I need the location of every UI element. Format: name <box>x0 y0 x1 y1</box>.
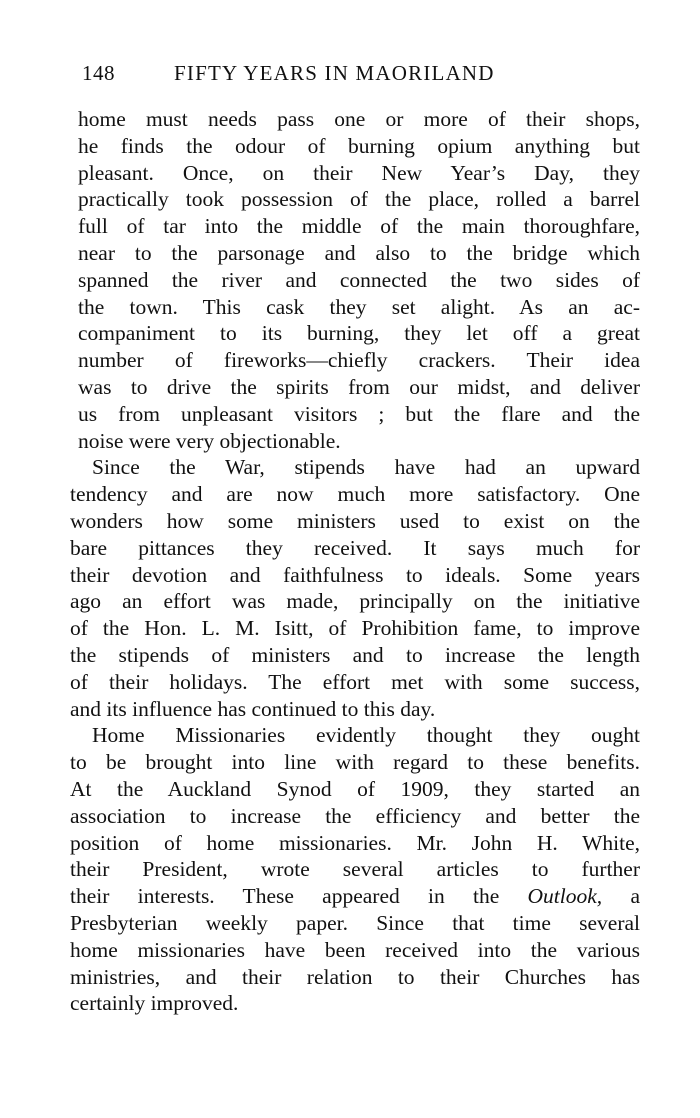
text-line: spanned the river and connected the two sides of <box>78 267 640 292</box>
text-line: the stipends of ministers and to increase the length <box>70 642 640 667</box>
text-line: Home Missionaries evidently thought they ought <box>92 723 640 748</box>
text-line: he finds the odour of burning opium anything but <box>78 133 640 158</box>
text-line: wonders how some ministers used to exist on the <box>70 508 640 533</box>
text-line: their devotion and faithfulness to ideals. Some years <box>70 562 640 587</box>
text-line: full of tar into the middle of the main thoroughfare, <box>78 214 640 239</box>
text-line: ministries, and their relation to their Churches has <box>70 964 640 989</box>
text-line: home missionaries have been received into the various <box>70 937 640 962</box>
text-line: to be brought into line with regard to these benefits. <box>70 750 640 775</box>
text-line: noise were very objectionable. <box>78 428 341 453</box>
text-segment: their interests. These appeared in the <box>70 884 528 909</box>
text-line: was to drive the spirits from our midst, and deliver <box>78 374 640 399</box>
text-line: ago an effort was made, principally on the initiative <box>70 589 640 614</box>
text-line: near to the parsonage and also to the bridge which <box>78 240 640 265</box>
text-line: pleasant. Once, on their New Year’s Day, they <box>78 160 640 185</box>
text-line: their President, wrote several articles to further <box>70 857 640 882</box>
text-line: Presbyterian weekly paper. Since that time several <box>70 910 640 935</box>
text-line: certainly improved. <box>70 991 239 1016</box>
paragraph-3 <box>70 722 640 1017</box>
page-header <box>82 56 642 90</box>
text-line: bare pittances they received. It says much for <box>70 535 640 560</box>
text-line: association to increase the efficiency and better the <box>70 803 640 828</box>
text-line: tendency and are now much more satisfactory. One <box>70 482 640 507</box>
text-line: of the Hon. L. M. Isitt, of Prohibition fame, to improve <box>70 616 640 641</box>
text-line: of their holidays. The effort met with some success, <box>70 669 640 694</box>
running-title: FIFTY YEARS IN MAORILAND <box>174 61 495 85</box>
text-line: home must needs pass one or more of their shops, <box>78 107 640 131</box>
text-line: practically took possession of the place, rolled a barrel <box>78 187 640 212</box>
text-line: the town. This cask they set alight. As an ac- <box>78 294 640 319</box>
paragraph-1 <box>70 106 640 454</box>
paragraph-2 <box>70 454 640 722</box>
text-line: companiment to its burning, they let off a great <box>78 321 640 346</box>
body-text <box>70 106 640 1017</box>
text-line: At the Auckland Synod of 1909, they started an <box>70 776 640 801</box>
text-line: Since the War, stipends have had an upward <box>92 455 640 480</box>
text-line: us from unpleasant visitors ; but the flare and the <box>78 401 640 426</box>
text-line: number of fireworks—chiefly crackers. Their idea <box>78 348 640 373</box>
text-line: position of home missionaries. Mr. John H. White, <box>70 830 640 855</box>
text-line: and its influence has continued to this day. <box>70 696 436 721</box>
text-line-with-italic <box>70 883 640 910</box>
text-segment: a <box>602 884 640 909</box>
page-number: 148 <box>82 61 115 85</box>
periodical-title: Outlook, <box>527 884 603 909</box>
